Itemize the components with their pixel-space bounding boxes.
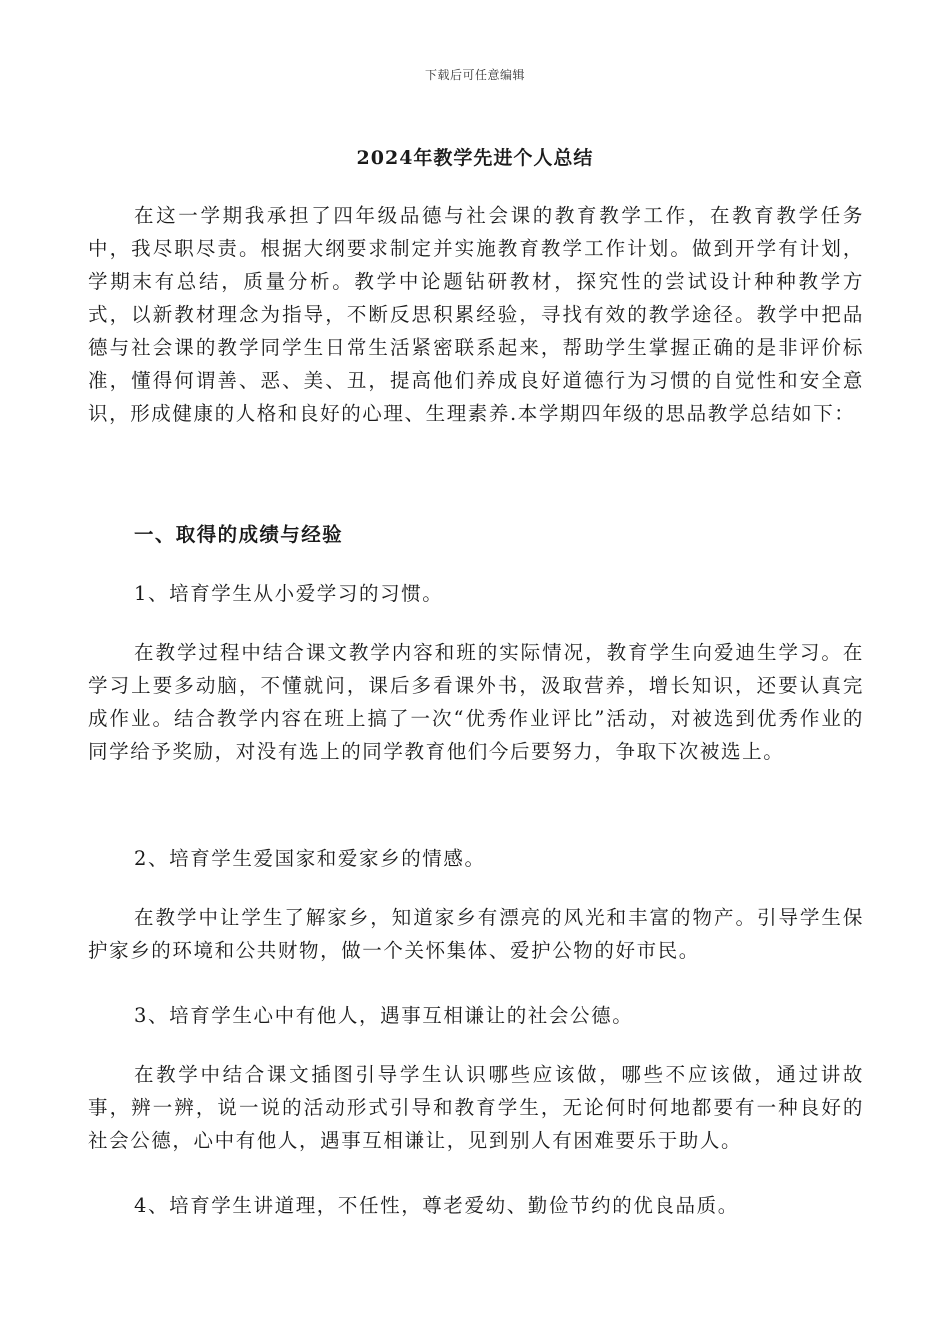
item-2-body: 在教学中让学生了解家乡，知道家乡有漂亮的风光和丰富的物产。引导学生保护家乡的环境和公共财物，做一个关怀集体、爱护公物的好市民。 <box>88 906 864 962</box>
header-note: 下载后可任意编辑 <box>424 68 525 82</box>
document-title: 2024年教学先进个人总结 <box>356 147 594 169</box>
item-3-body: 在教学中结合课文插图引导学生认识哪些应该做，哪些不应该做，通过讲故事，辨一辨，说一说的活动形式引导和教育学生，无论何时何地都要有一种良好的社会公德，心中有他人，遇事互相谦让，见到别人有困难要乐于助人。 <box>88 1063 864 1152</box>
intro-paragraph: 在这一学期我承担了四年级品德与社会课的教育教学工作，在教育教学任务中，我尽职尽责。根据大纲要求制定并实施教育教学工作计划。做到开学有计划，学期末有总结，质量分析。教学中论题钻研教材，探究性的尝试设计种种教学方式，以新教材理念为指导，不断反思积累经验，寻找有效的教学途径。教学中把品德与社会课的教学同学生日常生活紧密联系起来，帮助学生掌握正确的是非评价标准，懂得何谓善、恶、美、丑，提高他们养成良好道德行为习惯的自觉性和安全意识，形成健康的人格和良好的心理、生理素养.本学期四年级的思品教学总结如下： <box>88 204 864 425</box>
item-1-title: 1、培育学生从小爱学习的习惯。 <box>134 582 444 605</box>
section-heading: 一、取得的成绩与经验 <box>134 523 344 546</box>
item-2-title: 2、培育学生爱国家和爱家乡的情感。 <box>134 847 486 870</box>
item-1-body: 在教学过程中结合课文教学内容和班的实际情况，教育学生向爱迪生学习。在学习上要多动脑，不懂就问，课后多看课外书，汲取营养，增长知识，还要认真完成作业。结合教学内容在班上搞了一次“优秀作业评比”活动，对被选到优秀作业的同学给予奖励，对没有选上的同学教育他们今后要努力，争取下次被选上。 <box>88 641 864 763</box>
item-3-title: 3、培育学生心中有他人，遇事互相谦让的社会公德。 <box>134 1004 634 1027</box>
item-4-title: 4、培育学生讲道理，不任性，尊老爱幼、勤俭节约的优良品质。 <box>134 1194 739 1217</box>
